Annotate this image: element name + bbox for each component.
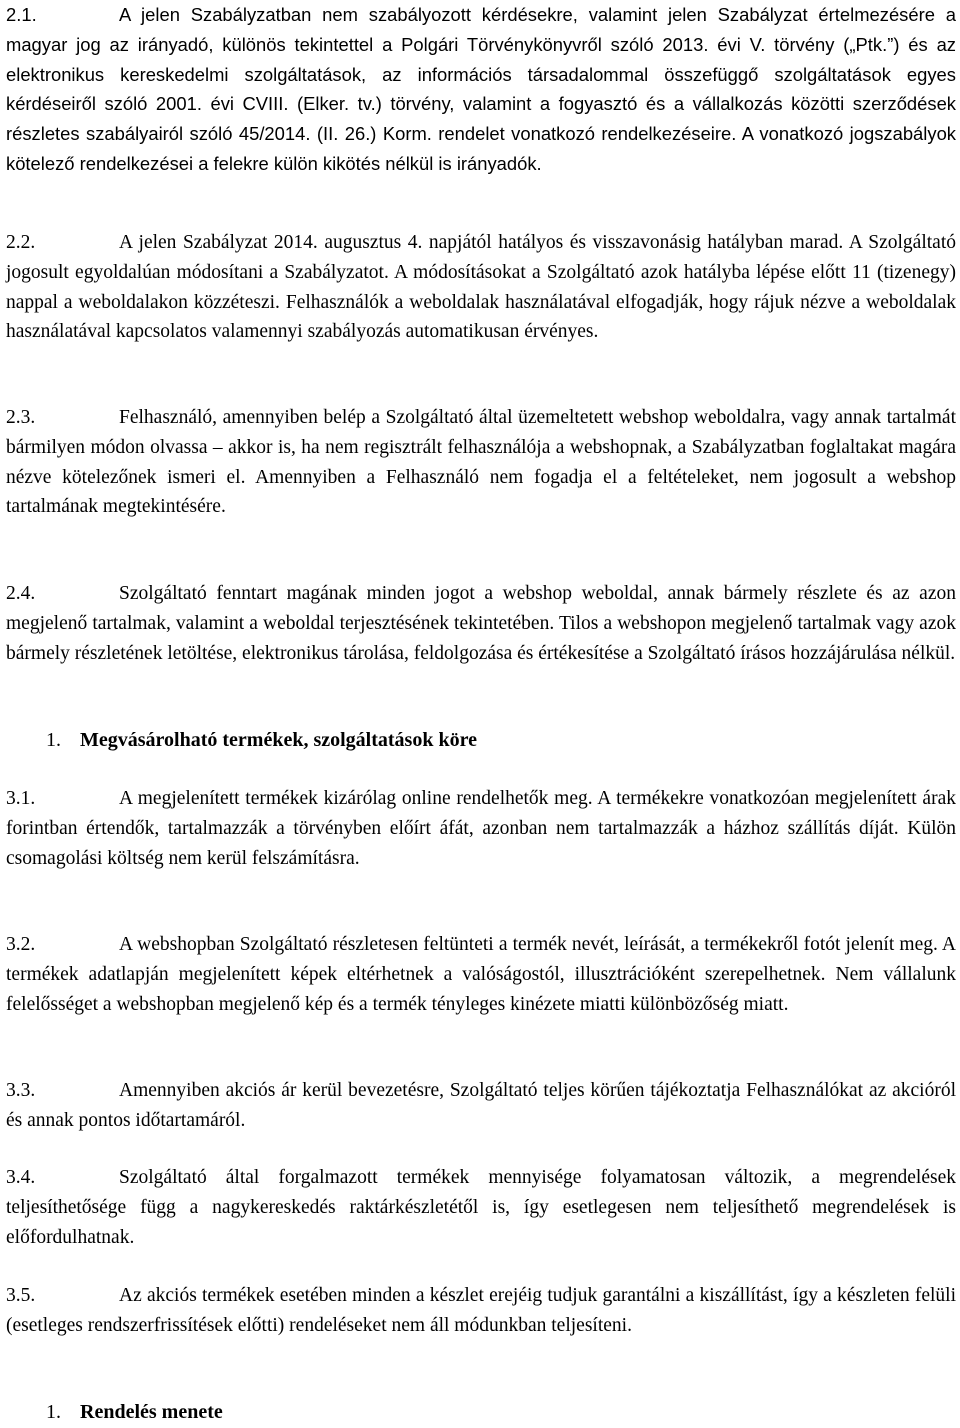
section-heading xyxy=(46,1398,223,1428)
heading-number: 1. xyxy=(46,1401,61,1423)
paragraph-3-2 xyxy=(6,930,956,1019)
paragraph-number: 3.4. xyxy=(6,1167,36,1188)
heading-text: Megvásárolható termékek, szolgáltatások köre xyxy=(80,729,477,751)
paragraph-3-4 xyxy=(6,1163,956,1252)
paragraph-text: Az akciós termékek esetében minden a készlet erejéig tudjuk garantálni a kiszállítást, így a készleten felüli (esetleges rendszerfrissítések előtti) rendeléseket nem áll módunkban teljesíteni. xyxy=(6,1285,956,1336)
paragraph-text: Szolgáltató fenntart magának minden jogot a webshop weboldal, annak bármely részlete és az azon megjelenő tartalmak, valamint a weboldal terjesztésének tekintetében. Tilos a webshopon megjelenő tartalmak vagy azok bármely részletének letöltése, elektronikus tárolása, feldolgozása és értékesítése a Szolgáltató írásos hozzájárulása nélkül. xyxy=(6,583,956,664)
paragraph-number: 2.4. xyxy=(6,583,36,604)
paragraph-number: 3.3. xyxy=(6,1080,36,1101)
paragraph-number: 2.2. xyxy=(6,232,36,253)
paragraph-number: 2.3. xyxy=(6,407,36,428)
paragraph-text: A webshopban Szolgáltató részletesen feltünteti a termék nevét, leírását, a termékekről fotót jelenít meg. A termékek adatlapján megjelenített képek eltérhetnek a valóságostól, illusztrációként szerepelhetnek. Nem vállalunk felelősséget a webshopban megjelenő kép és a termék tényleges kinézete miatti különbözőség miatt. xyxy=(6,934,956,1015)
heading-number: 1. xyxy=(46,729,61,751)
paragraph-text: Amennyiben akciós ár kerül bevezetésre, Szolgáltató teljes körűen tájékoztatja Felhasználókat az akcióról és annak pontos időtartamáról. xyxy=(6,1080,956,1131)
paragraph-number: 3.5. xyxy=(6,1285,36,1306)
paragraph-3-5 xyxy=(6,1281,956,1341)
paragraph-number: 3.1. xyxy=(6,788,36,809)
paragraph-number: 2.1. xyxy=(6,4,37,25)
paragraph-text: A megjelenített termékek kizárólag online rendelhetők meg. A termékekre vonatkozóan megjelenített árak forintban értendők, tartalmazzák a törvényben előírt áfát, azonban nem tartalmazzák a házhoz szállítás díját. Külön csomagolási költség nem kerül felszámításra. xyxy=(6,788,956,869)
heading-text: Rendelés menete xyxy=(80,1401,223,1423)
paragraph-2-4 xyxy=(6,579,956,668)
paragraph-text: Felhasználó, amennyiben belép a Szolgáltató által üzemeltetett webshop weboldalra, vagy annak tartalmát bármilyen módon olvassa – akkor is, ha nem regisztrált felhasználója a webshopnak, a Szabályzatban foglaltakat magára nézve kötelezőnek ismeri el. Amennyiben a Felhasználó nem fogadja el a feltételeket, nem jogosult a webshop tartalmának megtekintésére. xyxy=(6,407,956,518)
section-heading xyxy=(46,726,477,756)
paragraph-text: Szolgáltató által forgalmazott termékek mennyisége folyamatosan változik, a megrendelések teljesíthetősége függ a nagykereskedés raktárkészletétől is, így esetlegesen nem teljesíthető megrendelések is előfordulhatnak. xyxy=(6,1167,956,1248)
paragraph-3-1 xyxy=(6,784,956,873)
paragraph-3-3 xyxy=(6,1076,956,1136)
paragraph-number: 3.2. xyxy=(6,934,36,955)
paragraph-text: A jelen Szabályzatban nem szabályozott kérdésekre, valamint jelen Szabályzat értelmezésére a magyar jog az irányadó, különös tekintettel a Polgári Törvénykönyvről szóló 2013. évi V. törvény („Ptk.”) és az elektronikus kereskedelmi szolgáltatások, az információs társadalommal összefüggő szolgáltatások egyes kérdéseiről szóló 2001. évi CVIII. (Elker. tv.) törvény, valamint a fogyasztó és a vállalkozás közötti szerződések részletes szabályairól szóló 45/2014. (II. 26.) Korm. rendelet vonatkozó rendelkezéseire. A vonatkozó jogszabályok kötelező rendelkezései a felekre külön kikötés nélkül is irányadók. xyxy=(6,4,956,174)
paragraph-2-3 xyxy=(6,403,956,522)
paragraph-2-1 xyxy=(6,0,956,179)
paragraph-text: A jelen Szabályzat 2014. augusztus 4. napjától hatályos és visszavonásig hatályban marad. A Szolgáltató jogosult egyoldalúan módosítani a Szabályzatot. A módosításokat a Szolgáltató azok hatályba lépése előtt 11 (tizenegy) nappal a weboldalakon közzéteszi. Felhasználók a weboldalak használatával elfogadják, hogy rájuk nézve a weboldalak használatával kapcsolatos valamennyi szabályozás automatikusan érvényes. xyxy=(6,232,956,343)
paragraph-2-2 xyxy=(6,228,956,347)
